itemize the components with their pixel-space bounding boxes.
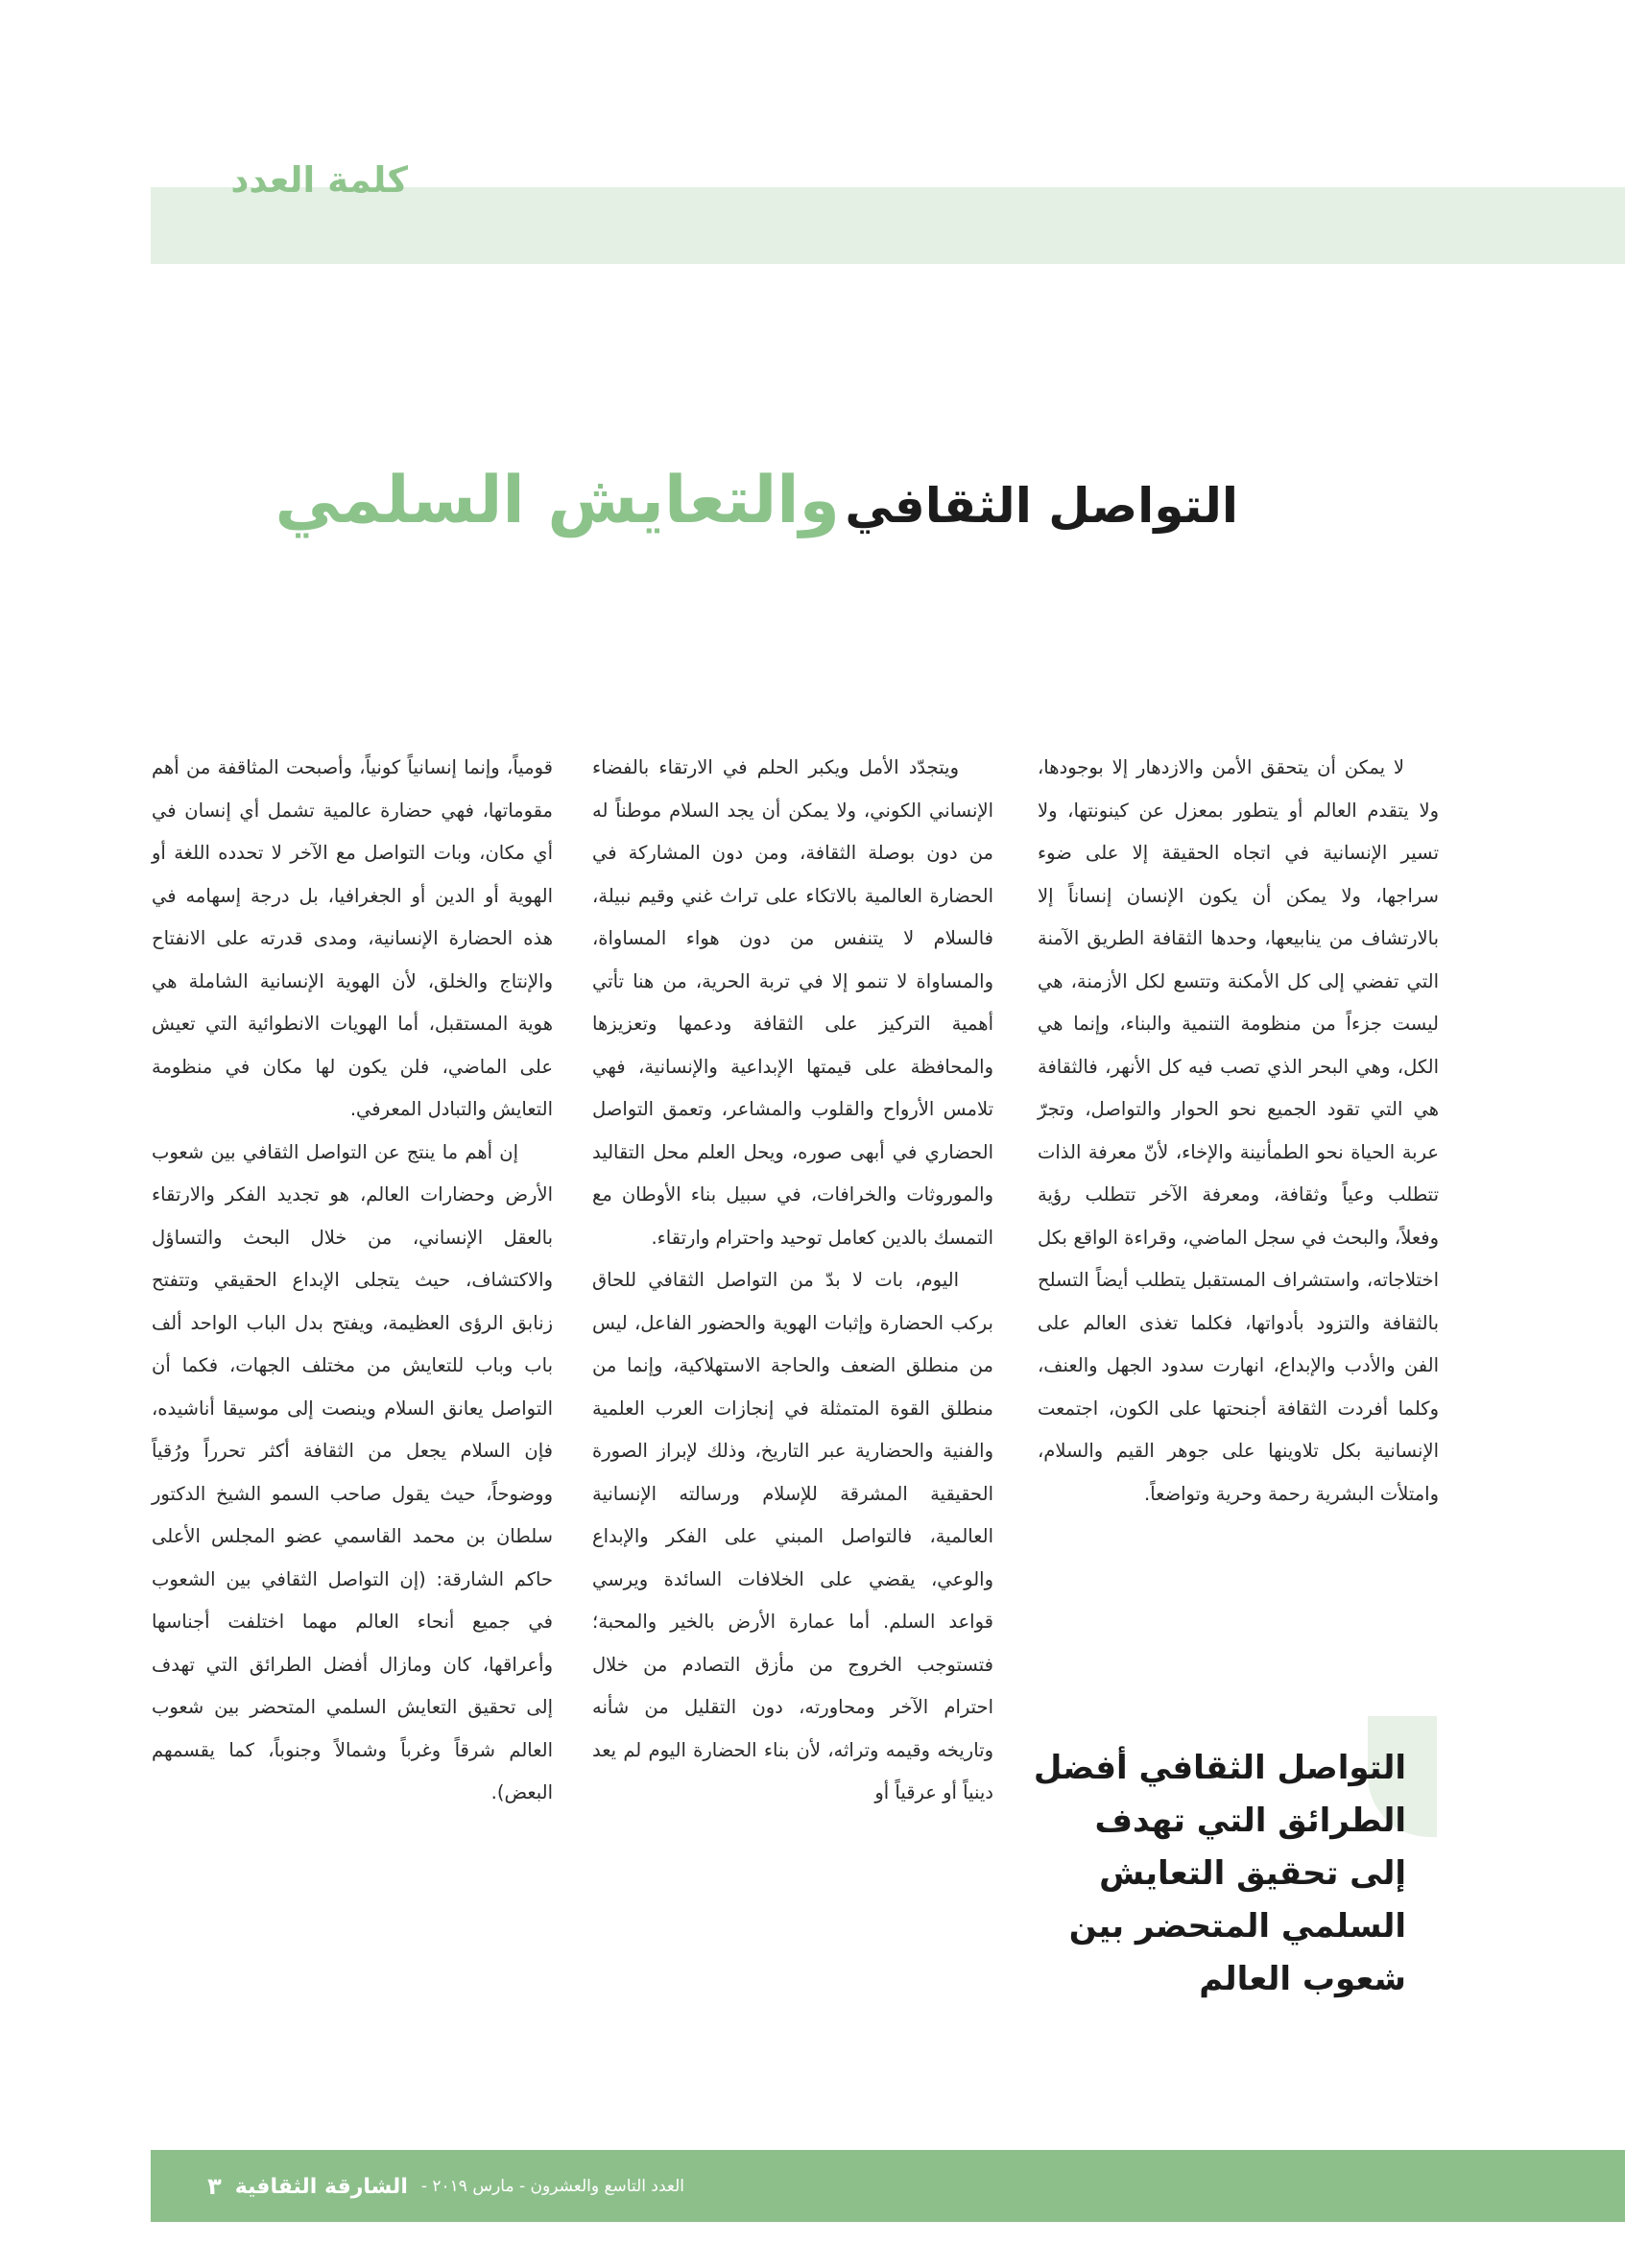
pull-quote: التواصل الثقافي أفضل الطرائق التي تهدف إلى تحقيق التعايش السلمي المتحضر بين شعوب العالم	[1033, 1749, 1406, 1998]
magazine-logo: الشارقة الثقافية	[234, 2174, 408, 2199]
column-left	[152, 747, 553, 1815]
paragraph: إن أهم ما ينتج عن التواصل الثقافي بين شعوب الأرض وحضارات العالم، هو تجديد الفكر والارتقاء بالعقل الإنساني، من خلال البحث والتساؤل والاكتشاف، حيث يتجلى الإبداع الحقيقي وتتفتح زنابق الرؤى العظيمة، ويفتح بدل الباب الواحد ألف باب وباب للتعايش من مختلف الجهات، فكما أن التواصل يعانق السلام وينصت إلى موسيقا أناشيده، فإن السلام يجعل من الثقافة أكثر تحرراً ورُقياً ووضوحاً، حيث يقول صاحب السمو الشيخ الدكتور سلطان بن محمد القاسمي عضو المجلس الأعلى حاكم الشارقة: (إن التواصل الثقافي بين الشعوب في جميع أنحاء العالم مهما اختلفت أجناسها وأعراقها، كان ومازال أفضل الطرائق التي تهدف إلى تحقيق التعايش السلمي المتحضر بين شعوب العالم شرقاً وغرباً وشمالاً وجنوباً، كما يقسمهم البعض).	[152, 1140, 553, 1803]
article-title	[275, 443, 1238, 559]
section-label: كلمة العدد	[230, 159, 408, 201]
paragraph: لا يمكن أن يتحقق الأمن والازدهار إلا بوجودها، ولا يتقدم العالم أو يتطور بمعزل عن كينونتها، ولا تسير الإنسانية في اتجاه الحقيقة إلا على ضوء سراجها، ولا يمكن أن يكون الإنسان إنساناً إلا بالارتشاف من ينابيعها، وحدها الثقافة الطريق الآمنة التي تفضي إلى كل الأمكنة وتتسع لكل الأزمنة، هي ليست جزءاً من منظومة التنمية والبناء، وإنما هي الكل، وهي البحر الذي تصب فيه كل الأنهر، فالثقافة هي التي تقود الجميع نحو الحوار والتواصل، وتجرّ عربة الحياة نحو الطمأنينة والإخاء، لأنّ معرفة الذات تتطلب وعياً وثقافة، ومعرفة الآخر تتطلب رؤية وفعلاً، والبحث في سجل الماضي، وقراءة الواقع بكل اختلاجاته، واستشراف المستقبل يتطلب أيضاً التسلح بالثقافة والتزود بأدواتها، فكلما تغذى العالم على الفن والأدب والإبداع، انهارت سدود الجهل والعنف، وكلما أفردت الثقافة أجنحتها على الكون، اجتمعت الإنسانية بكل تلاوينها على جوهر القيم والسلام، وامتلأت البشرية رحمة وحرية وتواضعاً.	[1038, 756, 1439, 1505]
issue-info: العدد التاسع والعشرون - مارس ٢٠١٩ -	[420, 2177, 684, 2196]
title-part-2: والتعايش السلمي	[275, 463, 840, 538]
column-right	[1038, 747, 1439, 1516]
paragraph: ويتجدّد الأمل ويكبر الحلم في الارتقاء بالفضاء الإنساني الكوني، ولا يمكن أن يجد السلام موطناً له من دون بوصلة الثقافة، ومن دون المشاركة في الحضارة العالمية بالاتكاء على تراث غني وقيم نبيلة، فالسلام لا يتنفس من دون هواء المساواة، والمساواة لا تنمو إلا في تربة الحرية، من هنا تأتي أهمية التركيز على الثقافة ودعمها وتعزيزها والمحافظة على قيمتها الإبداعية والإنسانية، فهي تلامس الأرواح والقلوب والمشاعر، وتعمق التواصل الحضاري في أبهى صوره، ويحل العلم محل التقاليد والموروثات والخرافات، في سبيل بناء الأوطان مع التمسك بالدين كعامل توحيد واحترام وارتقاء.	[592, 756, 993, 1249]
column-middle	[592, 747, 993, 1815]
footer	[185, 2161, 684, 2211]
paragraph: قومياً، وإنما إنسانياً كونياً، وأصبحت المثاقفة من أهم مقوماتها، فهي حضارة عالمية تشمل أي إنسان في أي مكان، وبات التواصل مع الآخر لا تحدده اللغة أو الهوية أو الدين أو الجغرافيا، بل درجة إسهامه في هذه الحضارة الإنسانية، ومدى قدرته على الانفتاح والإنتاج والخلق، لأن الهوية الإنسانية الشاملة هي هوية المستقبل، أما الهويات الانطوائية التي تعيش على الماضي، فلن يكون لها مكان في منظومة التعايش والتبادل المعرفي.	[152, 756, 553, 1120]
title-part-1: التواصل الثقافي	[845, 478, 1238, 534]
paragraph: اليوم، بات لا بدّ من التواصل الثقافي للحاق بركب الحضارة وإثبات الهوية والحضور الفاعل، ليس من منطلق الضعف والحاجة الاستهلاكية، وإنما من منطلق القوة المتمثلة في إنجازات العرب العلمية والفنية والحضارية عبر التاريخ، وذلك لإبراز الصورة الحقيقية المشرقة للإسلام ورسالته الإنسانية العالمية، فالتواصل المبني على الفكر والإبداع والوعي، يقضي على الخلافات السائدة ويرسي قواعد السلم. أما عمارة الأرض بالخير والمحبة؛ فتستوجب الخروج من مأزق التصادم من خلال احترام الآخر ومحاورته، دون التقليل من شأنه وتاريخه وقيمه وتراثه، لأن بناء الحضارة اليوم لم يعد دينياً أو عرقياً أو	[592, 1269, 993, 1803]
page-number: ٣	[207, 2173, 222, 2200]
